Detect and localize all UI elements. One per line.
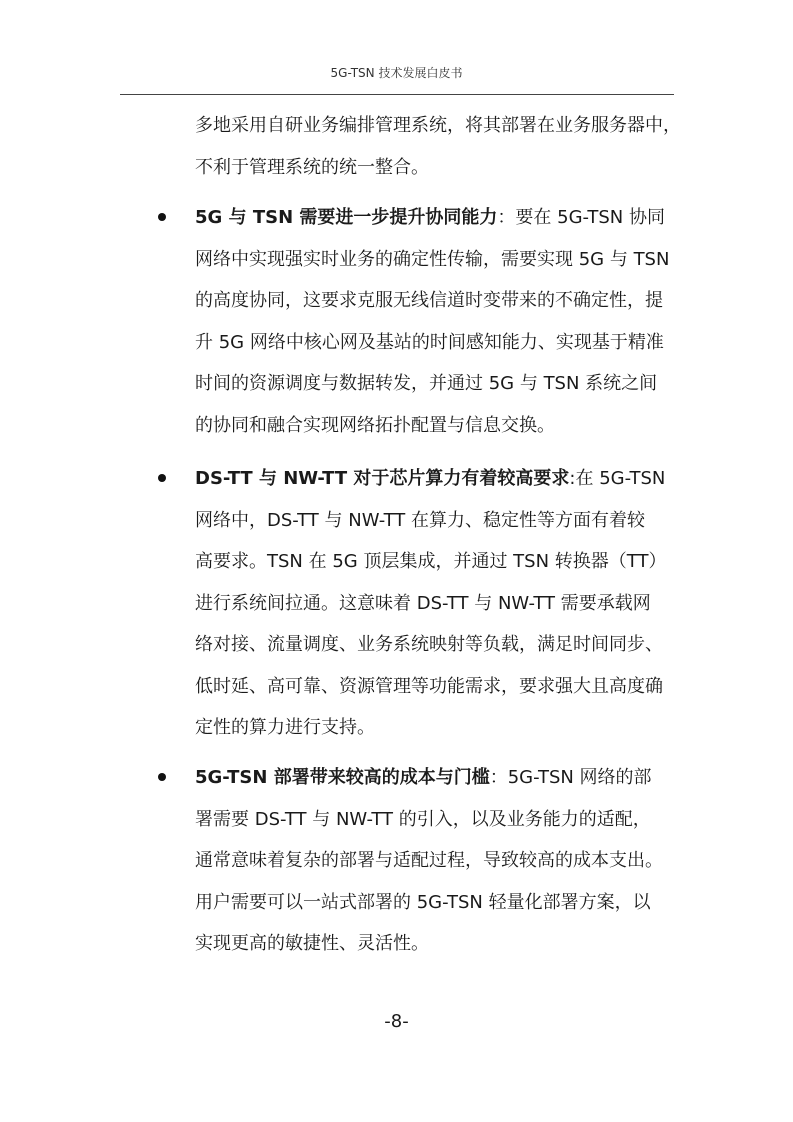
- bullet-line: 进行系统间拉通。这意味着 DS-TT 与 NW-TT 需要承载网: [195, 592, 651, 614]
- bullet-lead-heading: DS-TT 与 NW-TT 对于芯片算力有着较高要求: [195, 468, 570, 489]
- bullet-first-line: [195, 197, 675, 239]
- bullet-line: 升 5G 网络中核心网及基站的时间感知能力、实现基于精准: [195, 331, 664, 353]
- bullet-icon: [158, 213, 166, 221]
- bullet-lead-separator: ：: [497, 207, 516, 228]
- bullet-line: 络对接、流量调度、业务系统映射等负载，满足时间同步、: [195, 634, 663, 655]
- bullet-line: 的协同和融合实现网络拓扑配置与信息交换。: [195, 414, 555, 436]
- bullet-line: 的高度协同，这要求克服无线信道时变带来的不确定性，提: [195, 290, 663, 311]
- bullet-item-deployment-cost: [195, 757, 675, 965]
- bullet-icon: [158, 474, 166, 482]
- bullet-icon: [158, 773, 166, 781]
- bullet-line: 定性的算力进行支持。: [195, 717, 375, 738]
- bullet-first-line: [195, 757, 675, 799]
- bullet-item-collaboration: [195, 197, 675, 446]
- bullet-line: 实现更高的敏捷性、灵活性。: [195, 933, 429, 954]
- bullet-lead-heading: 5G 与 TSN 需要进一步提升协同能力: [195, 207, 498, 228]
- bullet-line: 时间的资源调度与数据转发，并通过 5G 与 TSN 系统之间: [195, 373, 658, 394]
- bullet-lead-separator: :: [569, 468, 576, 489]
- intro-line: 不利于管理系统的统一整合。: [195, 156, 429, 178]
- bullet-first-line: [195, 458, 675, 500]
- bullet-line: 网络中实现强实时业务的确定性传输，需要实现 5G 与 TSN: [195, 248, 670, 270]
- bullet-first-line-text: 在 5G-TSN: [575, 468, 666, 489]
- bullet-line: 低时延、高可靠、资源管理等功能需求，要求强大且高度确: [195, 675, 663, 697]
- bullet-line: 网络中，DS-TT 与 NW-TT 在算力、稳定性等方面有着较: [195, 509, 646, 531]
- bullet-line: 通常意味着复杂的部署与适配过程，导致较高的成本支出。: [195, 850, 663, 871]
- page-header-title: 5G-TSN 技术发展白皮书: [330, 66, 463, 80]
- bullet-first-line-text: 要在 5G-TSN 协同: [515, 207, 665, 228]
- bullet-item-chip-compute: [195, 458, 675, 749]
- bullet-lead-separator: ：: [489, 767, 508, 788]
- header-divider: [120, 94, 674, 95]
- page-number: -8-: [384, 1011, 409, 1032]
- bullet-line: 署需要 DS-TT 与 NW-TT 的引入，以及业务能力的适配，: [195, 808, 651, 830]
- intro-paragraph: [195, 105, 681, 188]
- bullet-line: 高要求。TSN 在 5G 顶层集成，并通过 TSN 转换器（TT）: [195, 551, 667, 572]
- bullet-line: 用户需要可以一站式部署的 5G-TSN 轻量化部署方案，以: [195, 891, 651, 913]
- bullet-lead-heading: 5G-TSN 部署带来较高的成本与门槛: [195, 767, 490, 788]
- intro-line: 多地采用自研业务编排管理系统，将其部署在业务服务器中，: [195, 115, 681, 136]
- bullet-first-line-text: 5G-TSN 网络的部: [507, 767, 652, 788]
